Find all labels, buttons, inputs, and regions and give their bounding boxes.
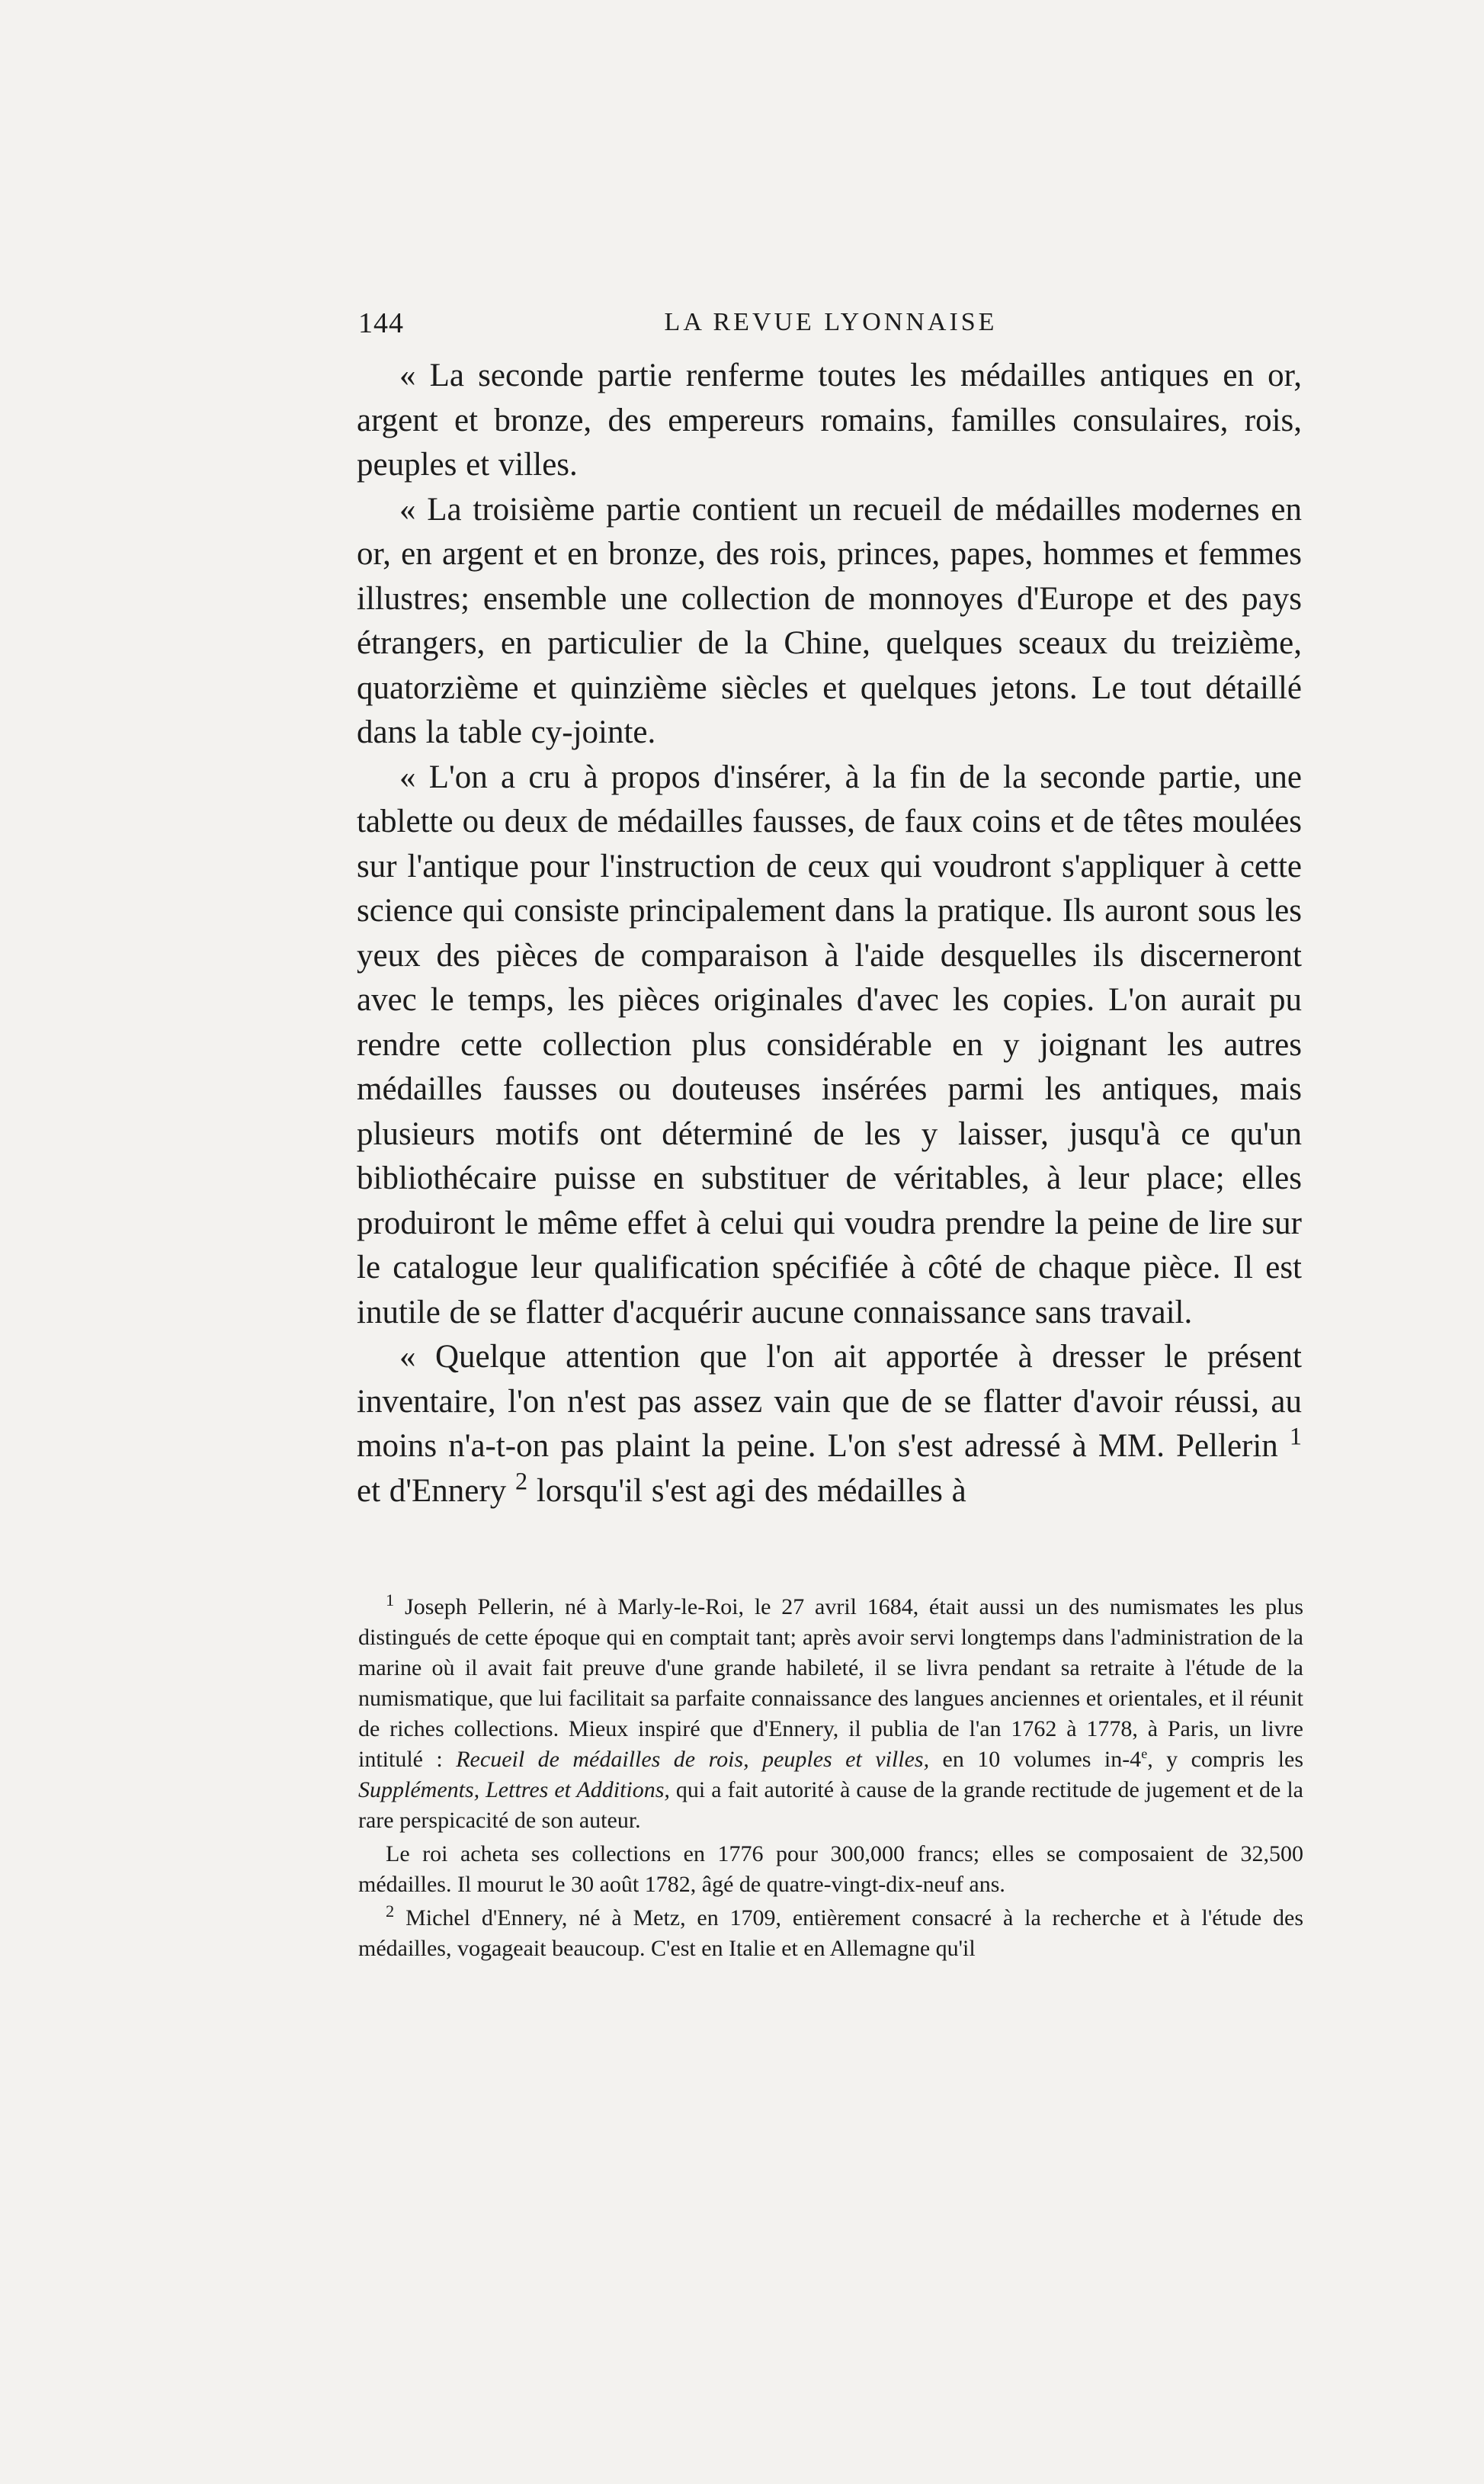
footnote-1: [358, 1592, 1303, 1836]
footnote-ref-2: 2: [514, 1467, 528, 1495]
footnote-text: , y compris les: [1147, 1747, 1304, 1772]
footnote-1-continued: Le roi acheta ses collections en 1776 pour 300,000 francs; elles se composaient de 32,500 médailles. Il mourut le 30 août 1782, âgé de quatre-vingt-dix-neuf ans.: [358, 1841, 1303, 1897]
paragraph-text: lorsqu'il s'est agi des médailles à: [536, 1472, 966, 1509]
paragraph: « La troisième partie contient un recueil de médailles modernes en or, en argent et en bronze, des rois, princes, papes, hommes et femmes illustres; ensemble une collection de monnoyes d'Europe et des pays étrangers, en particulier de la Chine, quelques sceaux du treizième, quatorzième et quinzième siècles et quelques jetons. Le tout détaillé dans la table cy-jointe.: [357, 491, 1302, 750]
footnote-ref-1: 1: [1289, 1422, 1303, 1450]
running-title: LA REVUE LYONNAISE: [664, 308, 998, 336]
footnote-text: Michel d'Ennery, né à Metz, en 1709, entièrement consacré à la recherche et à l'étude des médailles, vogageait beaucoup. C'est en Italie et en Allemagne qu'il: [358, 1905, 1304, 1961]
main-text: [357, 354, 1302, 1513]
book-title: Recueil de médailles de rois, peuples et villes,: [456, 1747, 930, 1772]
paragraph: « L'on a cru à propos d'insérer, à la fin de la seconde partie, une tablette ou deux de médailles fausses, de faux coins et de têtes moulées sur l'antique pour l'instruction de ceux qui voudront s'appliquer à cette science qui consiste principalement dans la pratique. Ils auront sous les yeux des pièces de comparaison à l'aide desquelles ils discerneront avec le temps, les pièces originales d'avec les copies. L'on aurait pu rendre cette collection plus considérable en y joignant les autres médailles fausses ou douteuses insérées parmi les antiques, mais plusieurs motifs ont déterminé de les y laisser, jusqu'à ce qu'un bibliothécaire puisse en substituer de véritables, à leur place; elles produiront le même effet à celui qui voudra prendre la peine de lire sur le catalogue leur qualification spécifiée à côté de chaque pièce. Il est inutile de se flatter d'acquérir aucune connaissance sans travail.: [357, 759, 1302, 1330]
paragraph-text: « Quelque attention que l'on ait apportée à dresser le présent inventaire, l'on n'est pas assez vain que de se flatter d'avoir réussi, au moins n'a-t-on pas plaint la peine. L'on s'est adressé à MM. Pellerin: [357, 1339, 1302, 1464]
footnotes: [358, 1592, 1303, 1964]
footnote-text: Joseph Pellerin, né à Marly-le-Roi, le 27 avril 1684, était aussi un des numismates les plus distingués de cette époque qui en comptait tant; après avoir servi longtemps dans l'administration de la marine où il avait fait preuve d'une grande habileté, il se livra pendant sa retraite à l'étude de la numismatique, que lui facilitait sa parfaite connaissance des langues anciennes et orientales, et il réunit de riches collections. Mieux inspiré que d'Ennery, il publia de l'an 1762 à 1778, à Paris, un livre intitulé :: [358, 1594, 1303, 1772]
page-number: 144: [358, 307, 404, 339]
paragraph: « La seconde partie renferme toutes les médailles antiques en or, argent et bronze, des empereurs romains, familles consulaires, rois, peuples et villes.: [357, 358, 1302, 483]
paragraph-text: et d'Ennery: [357, 1472, 507, 1509]
book-supplements: Suppléments, Lettres et Additions,: [358, 1777, 670, 1802]
footnote-2: [358, 1903, 1303, 1964]
footnote-text: qui a fait autorité à cause de la grande rectitude de jugement et de la rare perspicacité de son auteur.: [358, 1777, 1303, 1833]
footnote-mark: 1: [386, 1590, 395, 1609]
superscript: e: [1141, 1746, 1148, 1761]
footnote-mark: 2: [386, 1902, 395, 1921]
page-header: [358, 306, 1303, 345]
footnote-text: en 10 volumes in-4: [942, 1747, 1142, 1772]
paragraph-last: [357, 1335, 1302, 1513]
